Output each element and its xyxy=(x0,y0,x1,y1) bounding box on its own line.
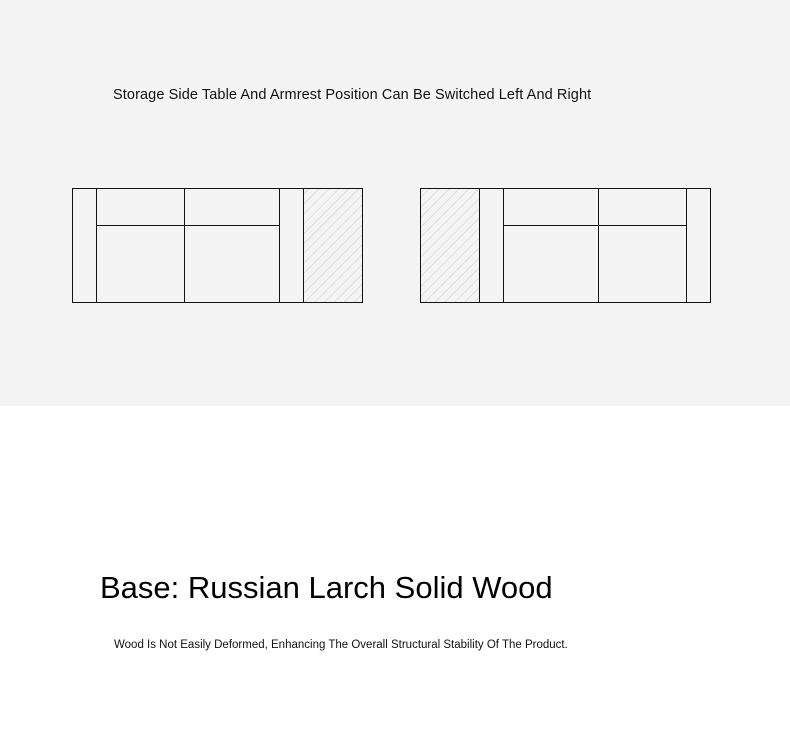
section-caption: Wood Is Not Easily Deformed, Enhancing The Overall Structural Stability Of The Product. xyxy=(114,639,568,651)
sofa-diagram-left xyxy=(72,188,364,304)
sofa-layout-right xyxy=(420,188,712,304)
top-caption: Storage Side Table And Armrest Position Can Be Switched Left And Right xyxy=(113,87,592,103)
section-title: Base: Russian Larch Solid Wood xyxy=(100,570,553,605)
storage-side-table xyxy=(421,189,480,303)
sofa-layout-left xyxy=(72,188,364,304)
sofa-diagram-right xyxy=(420,188,712,304)
storage-side-table xyxy=(304,189,363,303)
